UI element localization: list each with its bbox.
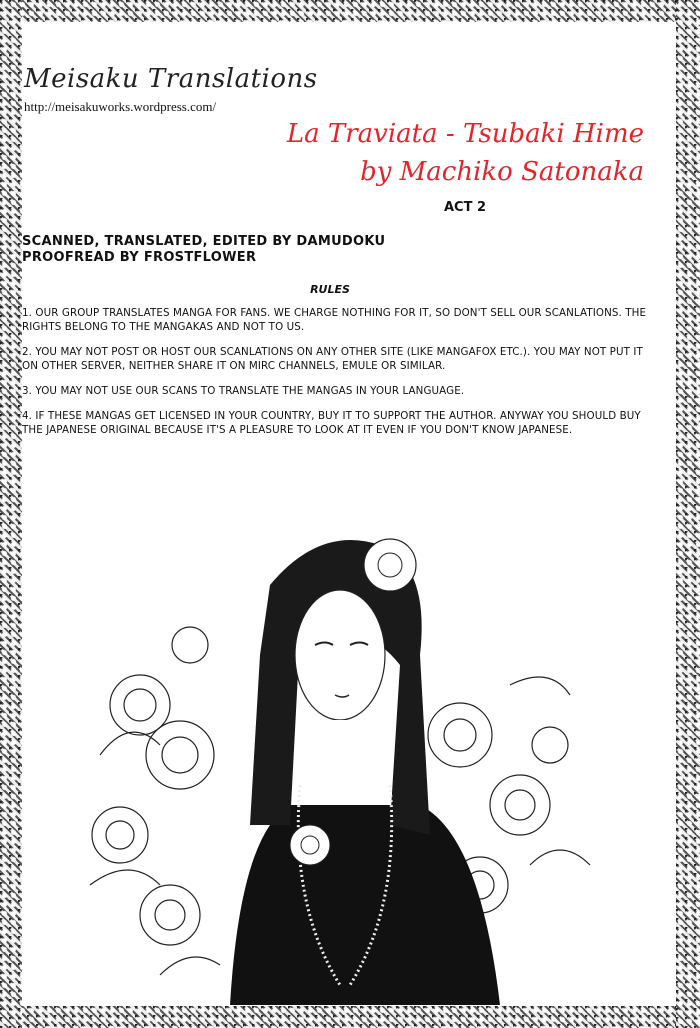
rule-item: 1. OUR GROUP TRANSLATES MANGA FOR FANS. WE CHARGE NOTHING FOR IT, SO DON'T SELL OUR SCANLATIONS. THE RIGHTS BELONG TO THE MANGAKAS AND NOT TO US. xyxy=(22,307,647,333)
rule-item: 4. IF THESE MANGAS GET LICENSED IN YOUR COUNTRY, BUY IT TO SUPPORT THE AUTHOR. ANYWAY YOU SHOULD BUY THE JAPANESE ORIGINAL BECAUSE IT'S A PLEASURE TO LOOK AT IT EVEN IF YOU DON'T KNOW JAPANESE. xyxy=(22,410,641,436)
credit-line: PROOFREAD BY FROSTFLOWER xyxy=(22,250,257,265)
lace-border-top xyxy=(0,0,700,22)
woman-figure xyxy=(230,539,500,1005)
series-author: by Machiko Satonaka xyxy=(360,157,644,187)
lace-border-bottom xyxy=(0,1006,700,1028)
act-label: ACT 2 xyxy=(444,200,487,215)
group-url: http://meisakuworks.wordpress.com/ xyxy=(24,99,217,114)
rule-item: 3. YOU MAY NOT USE OUR SCANS TO TRANSLATE THE MANGAS IN YOUR LANGUAGE. xyxy=(22,385,465,397)
group-name: Meisaku Translations xyxy=(24,64,318,94)
woman-with-camellias-illustration xyxy=(60,505,620,1005)
credit-line: SCANNED, TRANSLATED, EDITED BY DAMUDOKU xyxy=(22,234,386,249)
series-title: La Traviata - Tsubaki Hime xyxy=(286,119,644,149)
lace-border-right xyxy=(676,0,700,1028)
rules-list xyxy=(22,306,652,448)
lace-border-left xyxy=(0,0,22,1028)
rules-heading: RULES xyxy=(310,283,350,296)
rule-item: 2. YOU MAY NOT POST OR HOST OUR SCANLATIONS ON ANY OTHER SITE (LIKE MANGAFOX ETC.). YOU MAY NOT PUT IT ON OTHER SERVER, NEITHER SHARE IT ON MIRC CHANNELS, EMULE OR SIMILAR. xyxy=(22,346,643,372)
